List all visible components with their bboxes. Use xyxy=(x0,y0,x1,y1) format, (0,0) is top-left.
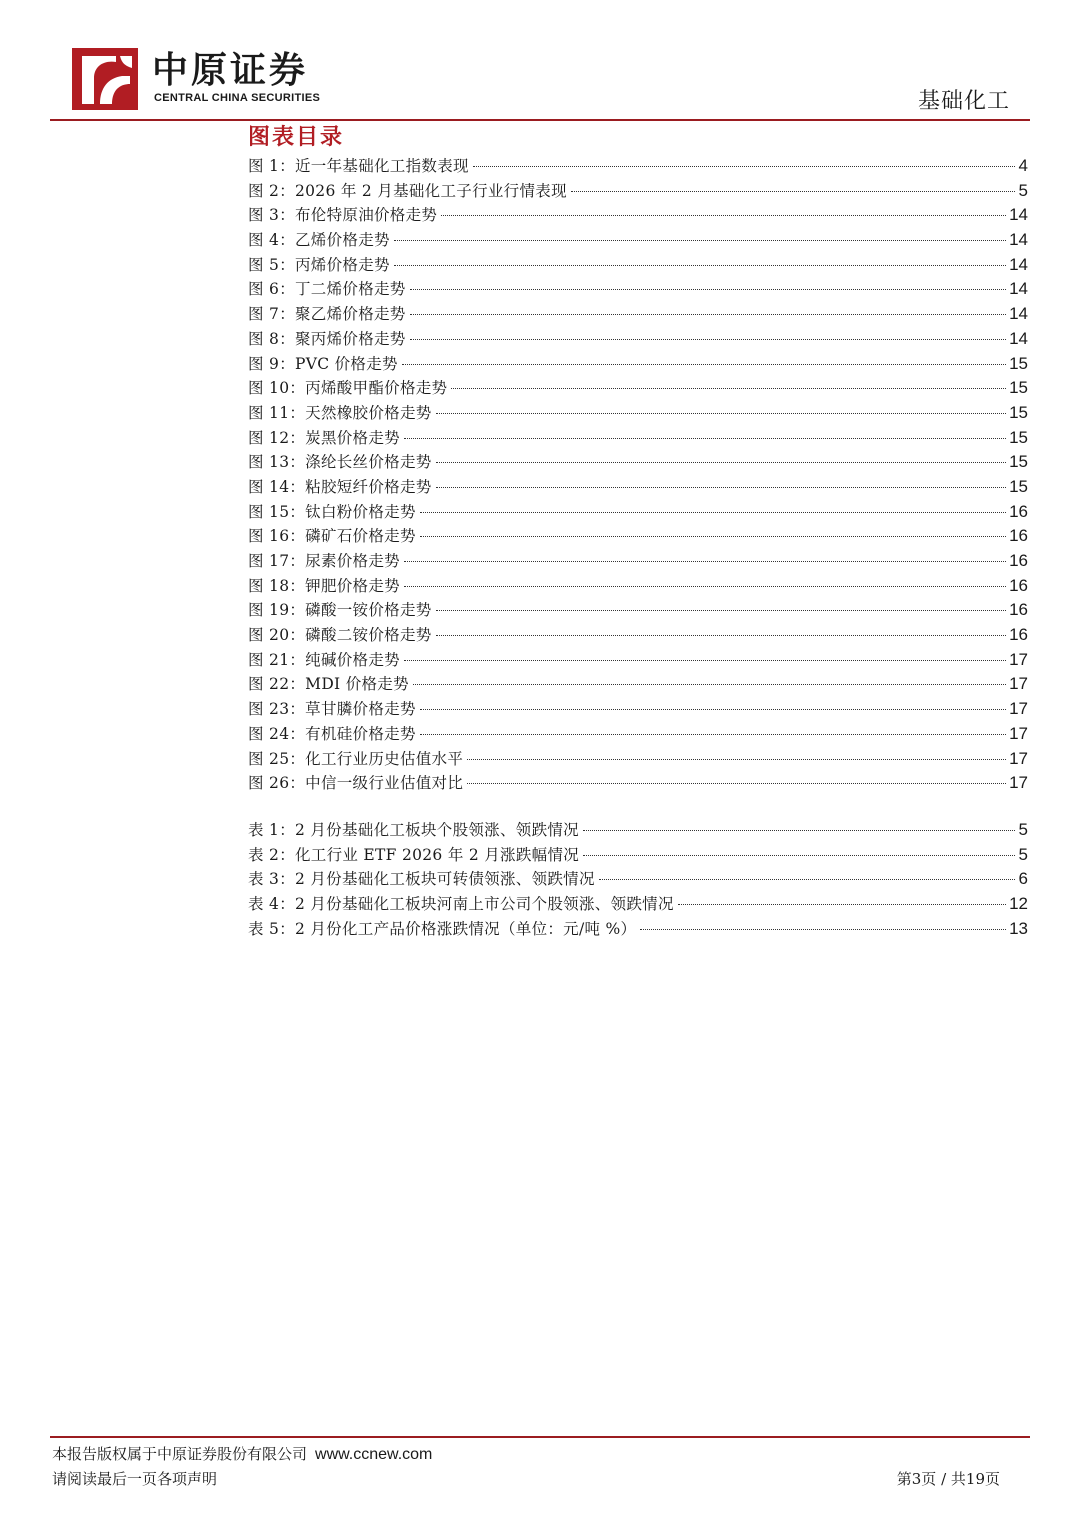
table-entry[interactable] xyxy=(248,917,1028,942)
table-entry[interactable] xyxy=(248,843,1028,868)
table-entry-page: 12 xyxy=(1009,893,1028,913)
figure-entry-page: 16 xyxy=(1009,501,1028,521)
figure-entry-page: 16 xyxy=(1009,551,1028,570)
figure-entry-page: 14 xyxy=(1009,254,1028,274)
figure-entry-page: 15 xyxy=(1009,378,1028,398)
figure-entry[interactable] xyxy=(248,228,1028,253)
figure-entry-page: 16 xyxy=(1009,575,1028,595)
dot-leader xyxy=(467,783,1006,784)
figure-entry-page: 14 xyxy=(1009,304,1028,324)
figure-entry-label: 图 20：磷酸二铵价格走势 xyxy=(248,626,432,645)
figure-entry-label: 图 4：乙烯价格走势 xyxy=(248,231,390,250)
figure-entry[interactable] xyxy=(248,376,1028,401)
table-list xyxy=(248,818,1028,941)
figure-entry-label: 图 19：磷酸一铵价格走势 xyxy=(248,601,432,620)
figure-entry[interactable] xyxy=(248,672,1028,697)
page-header xyxy=(50,40,1030,122)
dot-leader xyxy=(413,684,1006,685)
figure-entry[interactable] xyxy=(248,277,1028,302)
figure-entry[interactable] xyxy=(248,524,1028,549)
figure-entry-label: 图 1：近一年基础化工指数表现 xyxy=(248,157,469,175)
figure-entry-label: 图 21：纯碱价格走势 xyxy=(248,650,400,669)
figure-entry-label: 图 23：草甘膦价格走势 xyxy=(248,700,416,719)
figure-entry-page: 15 xyxy=(1009,427,1028,447)
figure-entry[interactable] xyxy=(248,722,1028,747)
dot-leader xyxy=(451,388,1006,389)
table-entry[interactable] xyxy=(248,892,1028,917)
section-gap xyxy=(248,796,1028,818)
dot-leader xyxy=(436,487,1007,488)
figure-entry[interactable] xyxy=(248,697,1028,722)
figure-entry-page: 17 xyxy=(1009,748,1028,768)
header-divider xyxy=(50,119,1030,121)
dot-leader xyxy=(420,512,1006,513)
dot-leader xyxy=(441,215,1006,216)
figure-entry-label: 图 15：钛白粉价格走势 xyxy=(248,502,416,521)
figure-entry[interactable] xyxy=(248,426,1028,451)
figure-entry-page: 15 xyxy=(1009,452,1028,472)
figure-entry[interactable] xyxy=(248,747,1028,772)
figure-entry[interactable] xyxy=(248,623,1028,648)
figure-entry-label: 图 24：有机硅价格走势 xyxy=(248,724,416,743)
dot-leader xyxy=(404,586,1006,587)
figure-entry-label: 图 26：中信一级行业估值对比 xyxy=(248,774,464,793)
figure-entry[interactable] xyxy=(248,401,1028,426)
dot-leader xyxy=(436,462,1007,463)
dot-leader xyxy=(410,339,1006,340)
figure-entry-label: 图 22：MDI 价格走势 xyxy=(248,675,409,694)
dot-leader xyxy=(402,364,1006,365)
figure-entry[interactable] xyxy=(248,203,1028,228)
figure-list xyxy=(248,154,1028,796)
table-entry-page: 5 xyxy=(1018,819,1028,839)
figure-entry-label: 图 14：粘胶短纤价格走势 xyxy=(248,477,432,496)
dot-leader xyxy=(436,610,1007,611)
figure-entry-page: 17 xyxy=(1009,723,1028,743)
table-entry-page: 5 xyxy=(1018,844,1028,864)
dot-leader xyxy=(583,855,1015,856)
figure-entry-label: 图 16：磷矿石价格走势 xyxy=(248,527,416,546)
figure-entry-page: 14 xyxy=(1009,230,1028,250)
table-entry-label: 表 4：2 月份基础化工板块河南上市公司个股领涨、领跌情况 xyxy=(248,894,674,913)
figure-entry-page: 15 xyxy=(1009,476,1028,496)
table-entry[interactable] xyxy=(248,818,1028,843)
footer-divider xyxy=(50,1436,1030,1438)
table-of-contents xyxy=(248,122,1028,941)
figure-entry-page: 14 xyxy=(1009,205,1028,225)
dot-leader xyxy=(420,536,1006,537)
figure-entry-label: 图 18：钾肥价格走势 xyxy=(248,576,400,595)
figure-entry[interactable] xyxy=(248,253,1028,278)
table-entry-label: 表 1：2 月份基础化工板块个股领涨、领跌情况 xyxy=(248,820,579,839)
table-entry-label: 表 2：化工行业 ETF 2026 年 2 月涨跌幅情况 xyxy=(248,845,580,864)
figure-entry-page: 14 xyxy=(1009,328,1028,348)
figure-entry-page: 4 xyxy=(1018,156,1028,175)
figure-entry[interactable] xyxy=(248,450,1028,475)
figure-entry[interactable] xyxy=(248,475,1028,500)
copyright-text: 本报告版权属于中原证券股份有限公司 xyxy=(52,1445,308,1463)
dot-leader xyxy=(436,413,1007,414)
dot-leader xyxy=(436,635,1007,636)
figure-entry-label: 图 11：天然橡胶价格走势 xyxy=(248,403,432,422)
dot-leader xyxy=(394,240,1006,241)
figure-entry-label: 图 8：聚丙烯价格走势 xyxy=(248,329,406,348)
table-entry-page: 6 xyxy=(1018,869,1028,889)
figure-entry[interactable] xyxy=(248,549,1028,574)
footer-disclaimer: 请阅读最后一页各项声明 xyxy=(52,1470,218,1488)
toc-title: 图表目录 xyxy=(248,124,345,150)
figure-entry-label: 图 17：尿素价格走势 xyxy=(248,552,400,570)
figure-entry[interactable] xyxy=(248,648,1028,673)
figure-entry-label: 图 7：聚乙烯价格走势 xyxy=(248,305,406,324)
dot-leader xyxy=(678,904,1006,905)
page-number: 第3页 / 共19页 xyxy=(896,1470,1000,1488)
figure-entry-page: 17 xyxy=(1009,674,1028,694)
figure-entry[interactable] xyxy=(248,179,1028,204)
figure-entry[interactable] xyxy=(248,327,1028,352)
figure-entry[interactable] xyxy=(248,154,1028,179)
figure-entry-label: 图 2：2026 年 2 月基础化工子行业行情表现 xyxy=(248,181,567,200)
figure-entry-page: 16 xyxy=(1009,600,1028,620)
footer-copyright xyxy=(52,1443,432,1464)
figure-entry-label: 图 5：丙烯价格走势 xyxy=(248,255,390,274)
logo-english-text: CENTRAL CHINA SECURITIES xyxy=(154,92,321,104)
dot-leader xyxy=(571,191,1015,192)
dot-leader xyxy=(404,660,1006,661)
dot-leader xyxy=(640,929,1006,930)
company-logo-icon xyxy=(72,48,138,110)
dot-leader xyxy=(473,166,1015,167)
figure-entry-page: 14 xyxy=(1009,279,1028,299)
figure-entry-label: 图 13：涤纶长丝价格走势 xyxy=(248,453,432,472)
dot-leader xyxy=(599,879,1015,880)
dot-leader xyxy=(404,438,1006,439)
table-entry[interactable] xyxy=(248,867,1028,892)
table-entry-label: 表 3：2 月份基础化工板块可转债领涨、领跌情况 xyxy=(248,870,595,889)
figure-entry-label: 图 9：PVC 价格走势 xyxy=(248,354,398,373)
dot-leader xyxy=(420,709,1006,710)
figure-entry-label: 图 25：化工行业历史估值水平 xyxy=(248,749,464,768)
figure-entry[interactable] xyxy=(248,574,1028,599)
industry-label: 基础化工 xyxy=(917,89,1010,114)
dot-leader xyxy=(583,830,1015,831)
figure-entry-label: 图 12：炭黑价格走势 xyxy=(248,428,400,447)
figure-entry-page: 5 xyxy=(1018,180,1028,200)
figure-entry-page: 17 xyxy=(1009,649,1028,669)
logo-chinese-text: 中原证券 xyxy=(152,49,309,91)
figure-entry-label: 图 10：丙烯酸甲酯价格走势 xyxy=(248,379,448,398)
figure-entry[interactable] xyxy=(248,500,1028,525)
figure-entry-label: 图 3：布伦特原油价格走势 xyxy=(248,206,438,225)
dot-leader xyxy=(410,314,1006,315)
table-entry-label: 表 5：2 月份化工产品价格涨跌情况（单位：元/吨 %） xyxy=(248,919,637,938)
figure-entry[interactable] xyxy=(248,771,1028,796)
dot-leader xyxy=(410,289,1006,290)
dot-leader xyxy=(420,734,1006,735)
dot-leader xyxy=(404,561,1006,562)
figure-entry-page: 16 xyxy=(1009,625,1028,645)
figure-entry-page: 15 xyxy=(1009,402,1028,422)
figure-entry-page: 17 xyxy=(1009,773,1028,793)
dot-leader xyxy=(467,759,1006,760)
figure-entry[interactable] xyxy=(248,302,1028,327)
figure-entry[interactable] xyxy=(248,598,1028,623)
figure-entry[interactable] xyxy=(248,352,1028,377)
figure-entry-page: 15 xyxy=(1009,353,1028,373)
figure-entry-label: 图 6：丁二烯价格走势 xyxy=(248,280,406,299)
table-entry-page: 13 xyxy=(1009,918,1028,938)
dot-leader xyxy=(394,265,1006,266)
figure-entry-page: 17 xyxy=(1009,699,1028,719)
figure-entry-page: 16 xyxy=(1009,526,1028,546)
website-link[interactable]: www.ccnew.com xyxy=(315,1446,433,1463)
